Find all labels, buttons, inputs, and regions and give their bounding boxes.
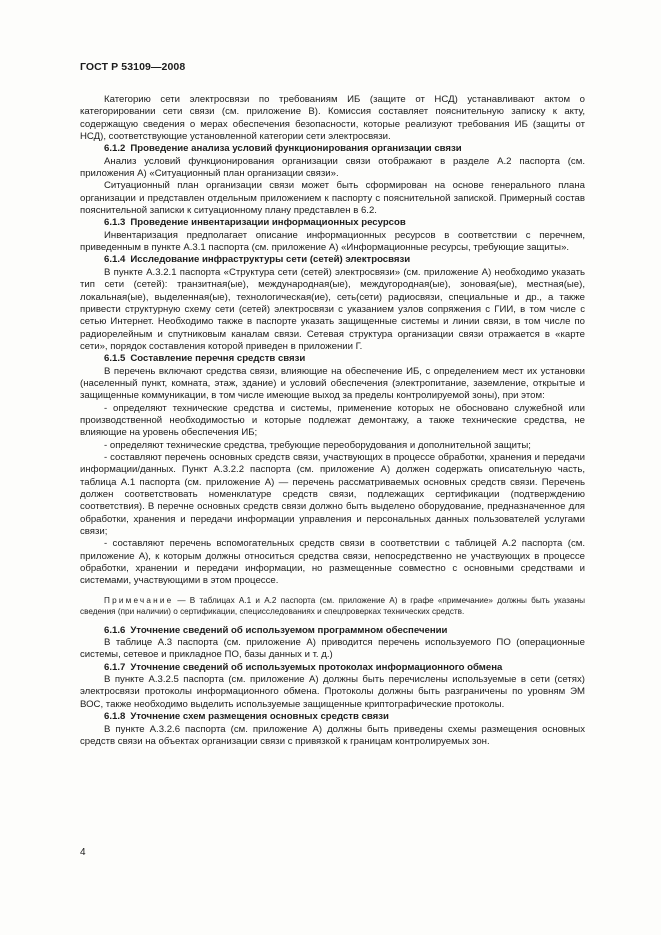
paragraph: В таблице А.3 паспорта (см. приложение А) приводится перечень используемого ПО (операционные системы, сетевое и прикладное ПО, базы данных и т. д.) (80, 637, 585, 661)
section-heading-6-1-7 (80, 662, 585, 674)
section-heading-6-1-2 (80, 143, 585, 155)
section-number: 6.1.5 (104, 353, 126, 365)
note-text: — В таблицах А.1 и А.2 паспорта (см. приложение А) в графе «примечание» должны быть указаны сведения (при наличии) о сертификации, специсследованиях и спецпроверках технических средств. (80, 595, 585, 616)
paragraph: Ситуационный план организации связи может быть сформирован на основе генерального плана организации и представлен отдельным приложением к паспорту с пояснительной запиской. Примерный состав пояснительной записки к ситуационному плану представлен в 6.2. (80, 180, 585, 217)
list-item: - определяют технические средства, требующие переоборудования и дополнительной защиты; (104, 439, 531, 451)
section-title: Исследование инфраструктуры сети (сетей) электросвязи (130, 254, 411, 266)
note (80, 595, 585, 617)
page-number: 4 (80, 847, 86, 858)
section-number: 6.1.6 (104, 624, 126, 636)
section-title: Составление перечня средств связи (130, 353, 306, 365)
section-heading-6-1-5 (80, 353, 585, 365)
section-number: 6.1.7 (104, 661, 126, 673)
section-number: 6.1.2 (104, 143, 126, 155)
section-heading-6-1-4 (80, 254, 585, 266)
section-number: 6.1.4 (104, 254, 126, 266)
section-title: Уточнение сведений об используемом программном обеспечении (130, 624, 448, 636)
paragraph: Инвентаризация предполагает описание информационных ресурсов в соответствии с перечнем, приведенным в пункте А.3.1 паспорта (см. приложение А) «Информационные ресурсы, требующие защиты». (80, 229, 585, 254)
paragraph: В пункте А.3.2.6 паспорта (см. приложение А) должны быть приведены схемы размещения основных средств связи на объектах организации связи с привязкой к границам контролируемых зон. (80, 723, 585, 747)
document-body (80, 94, 585, 748)
paragraph: Анализ условий функционирования организации связи отображают в разделе А.2 паспорта (см. приложения А) «Ситуационный план организации связи». (80, 155, 585, 180)
note-label: Примечание (104, 595, 174, 605)
list-item: - составляют перечень вспомогательных средств связи в соответствии с таблицей А.2 паспорта (см. приложение А), к которым должны относиться средства связи, непосредственно не участвующих в процессе обработки, хранении и передачи информации, но размещенные совместно с основными средствами и системами, участвующими в этом процессе. (80, 538, 585, 587)
section-title: Проведение инвентаризации информационных ресурсов (130, 217, 406, 229)
section-heading-6-1-8 (80, 711, 585, 723)
section-title: Проведение анализа условий функционирования организации связи (130, 143, 462, 155)
section-number: 6.1.3 (104, 217, 126, 229)
paragraph-categorization: Категорию сети электросвязи по требованиям ИБ (защите от НСД) устанавливают актом о категорировании сети связи (см. приложение В). Комиссия составляет пояснительную записку к акту, содержащую сведения о мерах обеспечения безопасности, которые реализуют требования ИБ (защиты от НСД), соответствующие установленной категории сети электросвязи. (80, 94, 585, 143)
section-number: 6.1.8 (104, 711, 126, 723)
list-item: - определяют технические средства и системы, применение которых не обосновано служебной или производственной необходимостью и которые подлежат демонтажу, а также технические средства, не влияющие на уровень обеспечения ИБ; (80, 402, 585, 439)
section-heading-6-1-6 (80, 625, 585, 637)
paragraph: В пункте А.3.2.1 паспорта «Структура сети (сетей) электросвязи» (см. приложение А) необходимо указать тип сети (сетей): транзитная(ые), международная(ые), междугородная(ые), зоновая(ые), местная(ые), локальная(ые), выделенная(ые), технологическая(ие), сеть(сети) радиосвязи, специальные и др., а также привести структурную схему сети (сетей) электросвязи с указанием узлов сопряжения с ГИИ, в том числе с сетью Интернет. Необходимо также в паспорте указать защищенные системы и линии связи, в том числе по радиорелейным и спутниковым каналам связи. Сетевая структура организации связи отражается в «карте сети», порядок составления которой приведен в приложении Г. (80, 266, 585, 352)
section-heading-6-1-3 (80, 217, 585, 229)
document-header: ГОСТ Р 53109—2008 (80, 61, 186, 73)
list-item: - составляют перечень основных средств связи, участвующих в процессе обработки, хранения и передачи информации/данных. Пункт А.3.2.2 паспорта (см. приложение А) должен содержать описательную часть, таблица А.1 паспорта (см. приложение А) — перечень рассматриваемых основных средств связи. Перечень должен соответствовать номенклатуре средств связи, подлежащих сертификации (подтверждению соответствия). В перечне основных средств связи должно быть выделено оборудование, предназначенное для обработки, хранения и передачи информации управления и персональных данных пользователей услугами связи; (80, 451, 585, 538)
section-title: Уточнение схем размещения основных средств связи (130, 711, 389, 723)
paragraph: В перечень включают средства связи, влияющие на обеспечение ИБ, с определением мест их установки (населенный пункт, комната, этаж, здание) и условий обеспечения (электропитание, заземление, открытые и защищенные коммуникации, в том числе имеющие выход за пределы контролируемой зоны), при этом: (80, 365, 585, 402)
paragraph: В пункте А.3.2.5 паспорта (см. приложение А) должны быть перечислены используемые в сети (сетях) электросвязи протоколы информационного обмена. Протоколы должны быть разграничены по уровням ЭМ ВОС, также необходимо выделить используемые защищенные криптографические протоколы. (80, 674, 585, 710)
section-title: Уточнение сведений об используемых протоколах информационного обмена (130, 661, 503, 673)
